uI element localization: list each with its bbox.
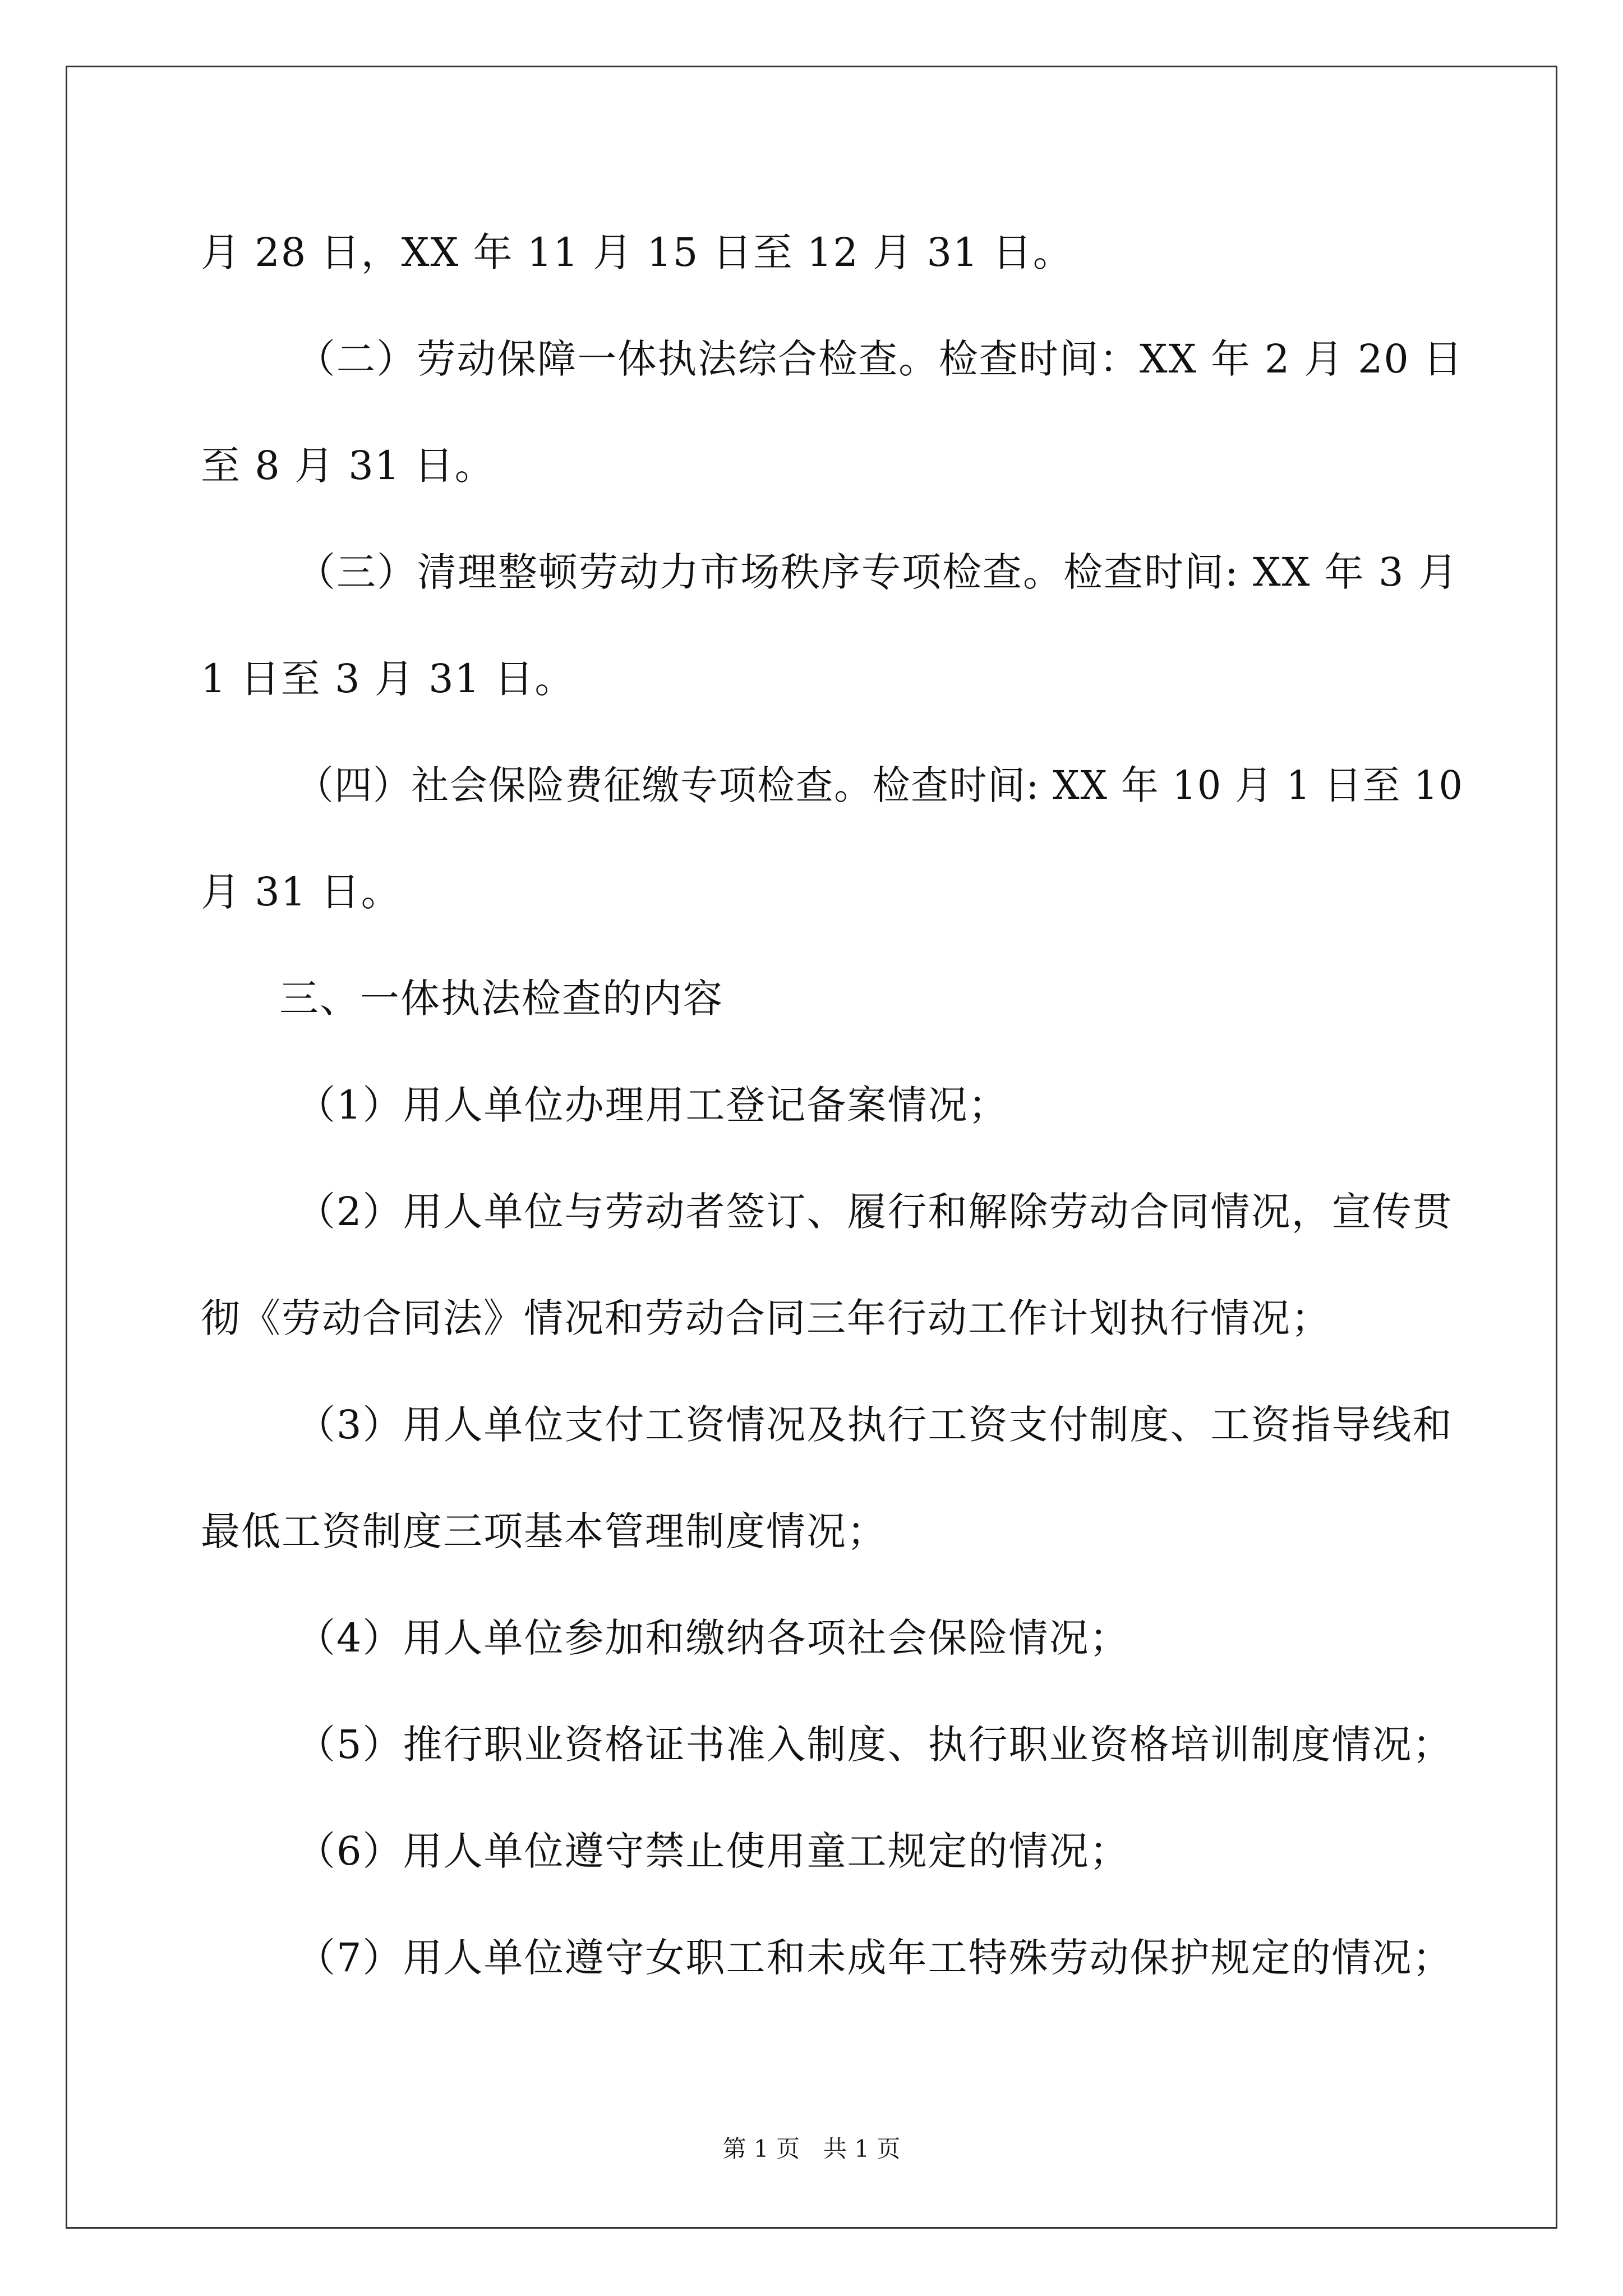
list-item: （1）用人单位办理用工登记备案情况；	[296, 1082, 1009, 1128]
page-border	[66, 66, 1557, 2229]
list-item: （6）用人单位遵守禁止使用童工规定的情况；	[296, 1828, 1130, 1874]
list-item: （7）用人单位遵守女职工和未成年工特殊劳动保护规定的情况；	[296, 1935, 1453, 1981]
text-line: 彻《劳动合同法》情况和劳动合同三年行动工作计划执行情况；	[201, 1295, 1331, 1341]
page-number-footer: 第 1 页 共 1 页	[722, 2135, 901, 2162]
text-line: （二）劳动保障一体执法综合检查。检查时间：XX 年 2 月 20 日	[296, 336, 1464, 382]
text-line: 最低工资制度三项基本管理制度情况；	[201, 1508, 887, 1554]
text-line: 月 31 日。	[201, 869, 402, 915]
text-line: 至 8 月 31 日。	[201, 443, 495, 489]
text-line: 1 日至 3 月 31 日。	[201, 656, 575, 702]
text-line: 月 28 日，XX 年 11 月 15 日至 12 月 31 日。	[201, 229, 1073, 275]
list-item: （4）用人单位参加和缴纳各项社会保险情况；	[296, 1615, 1130, 1661]
list-item: （3）用人单位支付工资情况及执行工资支付制度、工资指导线和	[296, 1402, 1453, 1448]
text-line: （四）社会保险费征缴专项检查。检查时间: XX 年 10 月 1 日至 10	[296, 762, 1464, 808]
list-item: （5）推行职业资格证书准入制度、执行职业资格培训制度情况；	[296, 1722, 1453, 1768]
text-line: （三）清理整顿劳动力市场秩序专项检查。检查时间: XX 年 3 月	[296, 549, 1459, 595]
list-item: （2）用人单位与劳动者签订、履行和解除劳动合同情况，宣传贯	[296, 1189, 1453, 1235]
section-heading: 三、一体执法检查的内容	[279, 976, 723, 1022]
